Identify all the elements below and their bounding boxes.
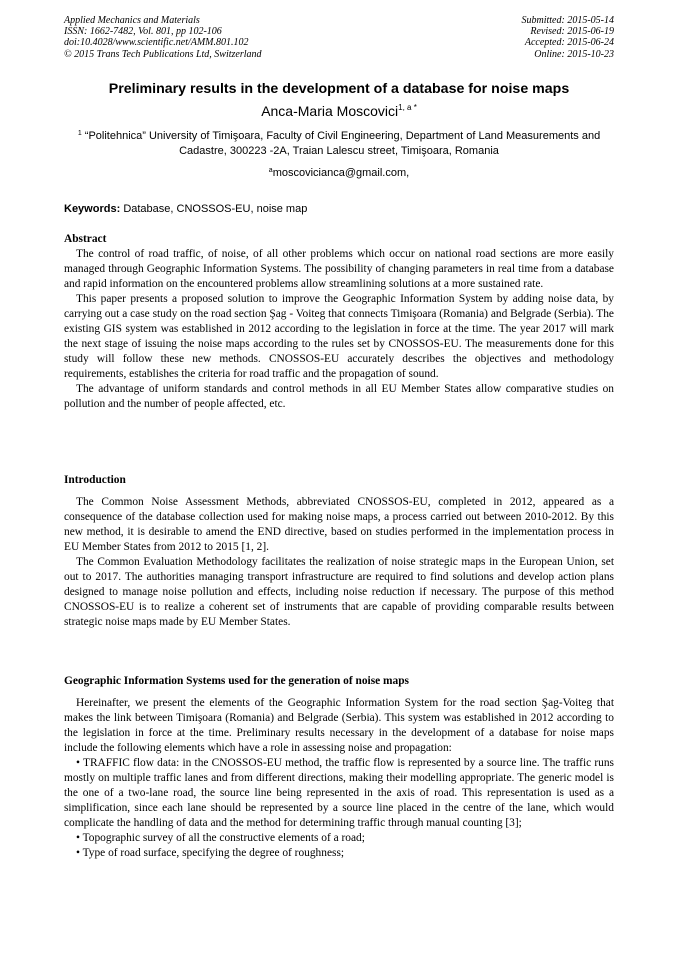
affiliation-text: “Politehnica” University of Timişoara, Faculty of Civil Engineering, Department of Land Measurements and Cadastre, 300223 -2A, Traian Lalescu street, Timişoara, Romania [84, 130, 601, 157]
gis-bullet-item: • Topographic survey of all the constructive elements of a road; [76, 832, 365, 844]
submitted-date: Submitted: 2015-05-14 [521, 15, 614, 26]
publication-dates [522, 15, 615, 60]
email-line [40, 166, 638, 181]
revised-date: Revised: 2015-06-19 [530, 26, 614, 38]
author-email[interactable]: moscovicianca@gmail.com, [272, 167, 410, 179]
introduction-paragraph: The Common Evaluation Methodology facilitates the realization of noise strategic maps in the European Union, set out to 2017. The authorities managing transport infrastructure are required to find solutions and develop action plans designed to manage noise pollution and effects, including noise reduction if necessary. The purpose of this method CNOSSOS-EU is to realize a coherent set of instruments that are capable of providing comparable results between strategic noise maps made by EU Member States. [64, 556, 614, 628]
abstract-paragraph: The advantage of uniform standards and control methods in all EU Member States allow comparative studies on pollution and the number of people affected, etc. [64, 383, 614, 410]
gis-bullet-item: • Type of road surface, specifying the degree of roughness; [76, 847, 345, 859]
abstract-paragraph: This paper presents a proposed solution to improve the Geographic Information System by adding noise data, by carrying out a case study on the road section Şag - Voiteg that connects Timişoara (Romania) and Belgrade (Serbia). The existing GIS system was established in 2012 according to the legislation in force at the time. The year 2017 will mark the next stage of issuing the noise maps according to the rules set by CNOSSOS-EU. The measurements done for this study will follow these new methods. CNOSSOS-EU accurately describes the objectives and methodology requirements, establishes the criteria for road traffic and the propagation of sound. [64, 293, 614, 380]
abstract-section [64, 232, 614, 412]
author-name: Anca-Maria Moscovici [261, 103, 399, 119]
introduction-heading: Introduction [64, 474, 126, 486]
affiliation [70, 129, 608, 159]
keywords-line [64, 202, 614, 217]
affiliation-superscript: 1 [77, 130, 82, 137]
accepted-date: Accepted: 2015-06-24 [524, 37, 614, 49]
issn-line: ISSN: 1662-7482, Vol. 801, pp 102-106 [64, 26, 222, 38]
doi-line[interactable]: doi:10.4028/www.scientific.net/AMM.801.102 [64, 37, 249, 49]
author-line [40, 102, 638, 120]
gis-heading: Geographic Information Systems used for the generation of noise maps [64, 675, 409, 687]
publication-info [64, 15, 262, 60]
keywords-label: Keywords: [64, 203, 121, 215]
copyright-line: © 2015 Trans Tech Publications Ltd, Switzerland [64, 48, 262, 60]
email-superscript: a [268, 167, 273, 174]
keywords-text: Database, CNOSSOS-EU, noise map [123, 203, 308, 215]
gis-paragraph: Hereinafter, we present the elements of the Geographic Information System for the road section Şag-Voiteg that makes the link between Timişoara (Romania) and Belgrade (Serbia). This system was established in 2012 according to the legislation in force at the time. Preliminary results necessary in the development of a database for noise maps include the following elements which have a role in assessing noise and propagation: [64, 697, 614, 754]
gis-bullet-item: • TRAFFIC flow data: in the CNOSSOS-EU method, the traffic flow is represented by a source line. The traffic runs mostly on multiple traffic lanes and from different directions, making their modelling appropriate. The generic model is the one of a two-lane road, the source line being represented in the axis of road. This representation is used as a simplification, since each lane should be represented by a source line placed in the centre of the lane, which would complicate the handling of data and the method for determining traffic through manual counting [3]; [64, 757, 614, 829]
online-date: Online: 2015-10-23 [534, 48, 614, 60]
introduction-paragraph: The Common Noise Assessment Methods, abbreviated CNOSSOS-EU, completed in 2012, appeared as a consequence of the database collection used for making noise maps, a process carried out between 2010-2012. By this new method, it is desirable to amend the END directive, based on studies performed in the implementation process in EU Member States from 2012 to 2015 [1, 2]. [64, 496, 614, 553]
abstract-paragraph: The control of road traffic, of noise, of all other problems which occur on national road sections are more easily managed through Geographic Information Systems. The possibility of changing parameters in real time from a database and rapid information on the encountered problems allow streamlining solutions at a more sustained rate. [64, 248, 614, 290]
gis-section [64, 674, 614, 861]
paper-title: Preliminary results in the development of a database for noise maps [108, 81, 570, 97]
abstract-heading: Abstract [64, 233, 107, 245]
journal-name: Applied Mechanics and Materials [64, 15, 200, 26]
author-superscript: 1, a * [398, 103, 417, 112]
introduction-section [64, 473, 614, 630]
